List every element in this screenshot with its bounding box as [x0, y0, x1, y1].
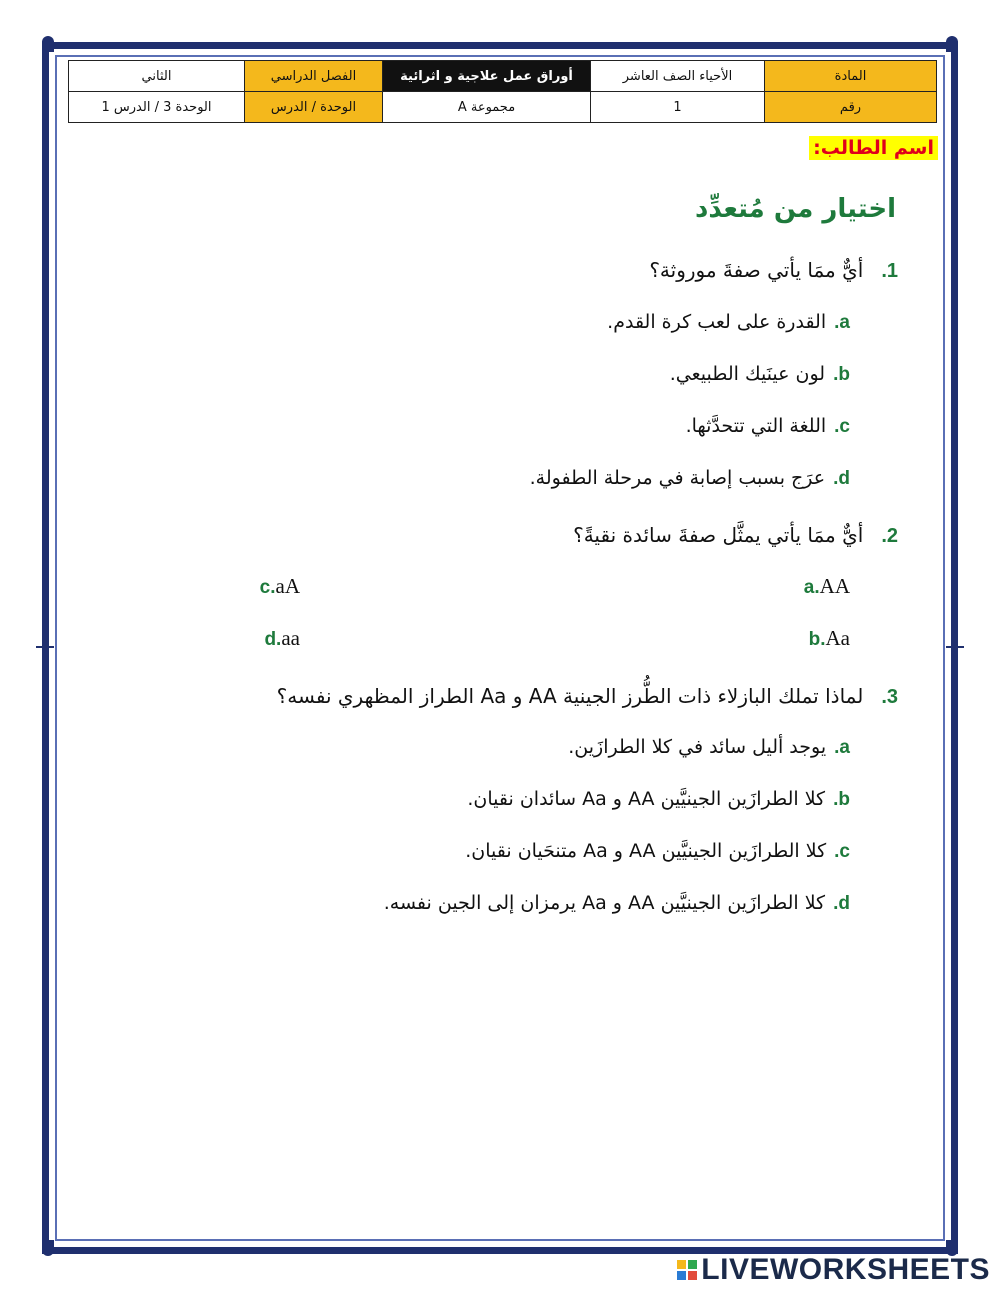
- option-letter: b.: [833, 789, 850, 810]
- question-3-option-a[interactable]: [568, 736, 850, 759]
- option-text: عرَج بسبب إصابة في مرحلة الطفولة.: [529, 467, 826, 489]
- question-3: [277, 684, 898, 709]
- semester-label-cell: الفصل الدراسي: [245, 61, 383, 92]
- number-label-cell: رقم: [765, 92, 937, 123]
- option-letter: a.: [834, 737, 850, 758]
- option-letter: c.: [834, 841, 850, 862]
- question-2-number: 2.: [881, 525, 898, 547]
- question-2-option-a[interactable]: [796, 574, 850, 599]
- question-1-option-b[interactable]: [670, 363, 850, 386]
- student-name-label: اسم الطالب:: [809, 136, 938, 160]
- option-letter: d.: [833, 893, 850, 914]
- subject-label-cell: المادة: [765, 61, 937, 92]
- logo-text: LIVEWORKSHEETS: [701, 1253, 990, 1286]
- question-1: [649, 258, 898, 283]
- question-3-option-c[interactable]: [465, 840, 850, 863]
- option-letter: a.: [803, 577, 820, 598]
- option-letter: d.: [833, 468, 850, 489]
- question-2-option-b[interactable]: [801, 626, 850, 651]
- unit-lesson-value-cell: الوحدة 3 / الدرس 1: [69, 92, 245, 123]
- option-text: يوجد أليل سائد في كلا الطرازَين.: [568, 736, 827, 758]
- worksheet-type-cell: أوراق عمل علاجية و اثرائية: [383, 61, 591, 92]
- option-text: كلا الطرازَين الجينيَّين AA و Aa سائدان نقيان.: [467, 788, 826, 810]
- header-row-2: [69, 92, 937, 123]
- frame-post-top-right: [946, 36, 958, 52]
- liveworksheets-logo: [677, 1253, 990, 1287]
- option-text: AA: [819, 574, 850, 598]
- header-info-table: [68, 60, 937, 123]
- unit-lesson-label-cell: الوحدة / الدرس: [245, 92, 383, 123]
- logo-grid-icon: [677, 1260, 697, 1280]
- option-text: كلا الطرازَين الجينيَّين AA و Aa متنحَيان نقيان.: [465, 840, 827, 862]
- question-3-number: 3.: [881, 686, 898, 708]
- frame-tick-right: [946, 646, 964, 648]
- option-text: Aa: [825, 626, 850, 650]
- question-1-option-d[interactable]: [530, 467, 850, 490]
- question-3-option-b[interactable]: [467, 788, 850, 811]
- option-letter: c.: [259, 577, 276, 598]
- option-text: aa: [281, 626, 300, 650]
- question-1-option-c[interactable]: [686, 415, 850, 438]
- option-letter: c.: [834, 416, 850, 437]
- option-text: كلا الطرازَين الجينيَّين AA و Aa يرمزان إلى الجين نفسه.: [383, 892, 826, 914]
- subject-value-cell: الأحياء الصف العاشر: [591, 61, 765, 92]
- header-row-1: [69, 61, 937, 92]
- option-letter: b.: [808, 629, 826, 650]
- question-3-option-d[interactable]: [384, 892, 850, 915]
- frame-post-bottom-left: [42, 1240, 54, 1256]
- option-letter: b.: [833, 364, 850, 385]
- question-1-option-a[interactable]: [607, 311, 850, 334]
- option-text: aA: [275, 574, 300, 598]
- question-3-text: لماذا تملك البازلاء ذات الطُّرز الجينية AA و Aa الطراز المظهري نفسه؟: [276, 684, 864, 708]
- option-text: لون عينَيك الطبيعي.: [669, 363, 826, 385]
- option-text: اللغة التي تتحدَّثها.: [685, 415, 827, 437]
- question-1-text: أيٌّ ممَا يأتي صفةَ موروثة؟: [649, 258, 864, 282]
- group-value-cell: مجموعة A: [383, 92, 591, 123]
- option-letter: a.: [834, 312, 850, 333]
- section-title: اختيار من مُتعدِّد: [695, 194, 896, 224]
- question-2-option-d[interactable]: [256, 626, 300, 651]
- question-2-option-c[interactable]: [252, 574, 300, 599]
- option-letter: d.: [264, 629, 282, 650]
- number-value-cell: 1: [591, 92, 765, 123]
- semester-value-cell: الثاني: [69, 61, 245, 92]
- frame-tick-left: [36, 646, 54, 648]
- question-2-text: أيٌّ ممَا يأتي يمثَّل صفةَ سائدة نقيةً؟: [573, 523, 864, 547]
- option-text: القدرة على لعب كرة القدم.: [607, 311, 827, 333]
- frame-post-top-left: [42, 36, 54, 52]
- question-1-number: 1.: [881, 260, 898, 282]
- question-2: [573, 523, 898, 548]
